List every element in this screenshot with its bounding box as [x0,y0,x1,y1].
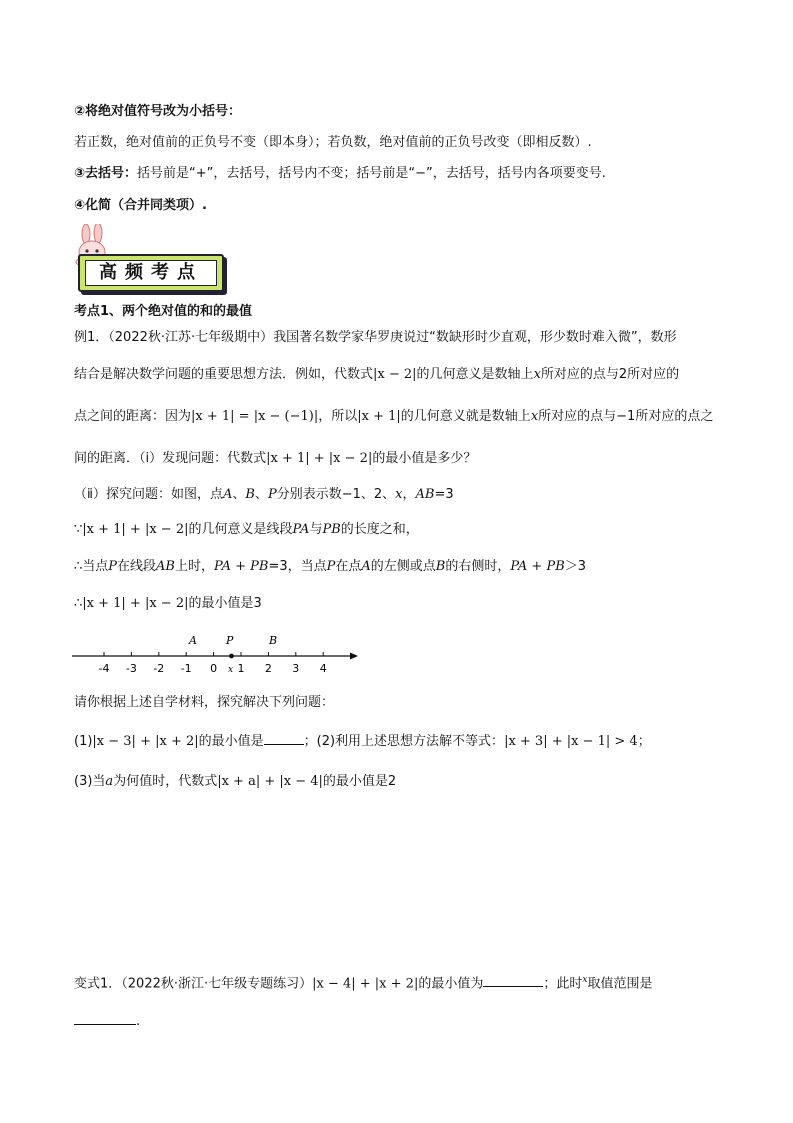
text: 的最小值是 [198,734,264,749]
tick-label: -2 [153,662,165,675]
step4-title: ④化简（合并同类项）. [74,198,207,213]
variable: AB [415,487,435,502]
step2-title-text: ②将绝对值符号改为小括号： [74,104,242,119]
text: ；(2)利用上述思想方法解不等式： [303,734,505,749]
abs-expression: |x − 3| + |x + 2| [92,734,199,749]
step2-text: 若正数，绝对值前的正负号不变（即本身）；若负数，绝对值前的正负号改变（即相反数）. [74,135,592,150]
abs-expression: |x + 1| + |x − 2| [266,451,373,466]
tick-label: -1 [180,662,192,675]
variable: PA [292,522,310,537]
text: 的几何意义是线段 [188,522,293,537]
text: 点之间的距离：因为 [74,409,192,424]
variable: PA + PB [214,559,269,574]
text: 所对应的点与2所对应的 [540,367,680,382]
text: 为何值时，代数式 [113,774,218,789]
point-p-dot [229,654,234,659]
text: ∵ [74,522,83,537]
variable: PA + PB [510,559,565,574]
text: 取值范围是 [587,976,653,992]
example1-line4 [74,449,476,469]
variable: x [533,367,541,382]
variable: A [222,487,233,502]
example1-line3 [74,407,713,427]
text: 的最小值是3 [188,596,262,611]
text: 的几何意义就是数轴上 [400,409,531,424]
text: ，所以 [318,409,358,424]
text: 与 [309,522,323,537]
answer-blank[interactable] [264,730,304,745]
variable: x [395,487,403,502]
variable: A [361,559,371,574]
question-3 [74,772,396,792]
tick-label: -3 [125,662,137,675]
text: 上时， [175,559,215,574]
step3-title: ③去括号： [74,166,138,181]
text: 所对应的点与−1所对应的点之 [538,409,714,424]
questions-intro: 请你根据上述自学材料，探究解决下列问题： [74,695,335,710]
abs-expression: |x + 1| [357,409,401,424]
variable: P [267,487,277,502]
step3-text: 括号前是“+”，去括号，括号内不变；括号前是“−”，去括号，括号内各项要变号. [137,166,606,181]
text: 的长度之和， [340,522,419,537]
text: 在点 [335,559,362,574]
variant1-line1 [74,970,652,994]
badge-frame [78,254,224,292]
abs-expression: |x − 4| + |x + 2| [312,976,419,992]
text: 、 [254,487,268,502]
variable: P [326,559,336,574]
text: ， [402,487,416,502]
text: 间的距离．（ⅰ）发现问题：代数式 [74,451,267,466]
abs-expression: |x − 2| [373,367,417,382]
example1-line2 [74,365,679,385]
answer-blank-range[interactable] [74,1010,136,1025]
text: . [136,1014,141,1029]
text: ∴当点 [74,559,109,574]
variable: x [582,975,588,985]
text: 、 [232,487,246,502]
answer-blank-min[interactable] [483,972,543,987]
example1-line5 [74,485,454,505]
question-1-2 [74,730,651,752]
point-x-label: x [228,665,234,675]
text: (3)当 [74,774,106,789]
tick-label: 4 [319,662,327,675]
text: 变式1．（2022秋·浙江·七年级专题练习） [74,976,313,992]
text: 的最小值是2 [322,774,397,789]
text: 分别表示数−1、2、 [276,487,396,502]
text: 在线段 [117,559,157,574]
abs-expression: |x + a| + |x − 4| [217,774,323,789]
text: =3，当点 [268,559,327,574]
tick-label: 1 [237,662,245,675]
abs-inequality: |x + 3| + |x − 1| > 4 [504,734,638,749]
abs-expression: |x + 1| = |x − (−1)| [191,409,319,424]
point-b-label: B [269,634,278,647]
step3-line [74,164,606,184]
text: 的最小值为 [418,976,484,992]
abs-expression: |x + 1| + |x − 2| [82,522,189,537]
section-title: 考点1、两个绝对值的和的最值 [74,304,253,319]
tick-label: 0 [210,662,218,675]
step2-title [74,102,241,122]
text: 结合是解决数学问题的重要思想方法．例如，代数式 [74,367,374,382]
variable: AB [156,559,175,574]
text: ＞3 [564,559,587,574]
text: =3 [434,487,454,502]
number-line [68,628,368,678]
point-a-label: A [189,634,197,647]
tick-label: -4 [98,662,110,675]
number-line-arrow [350,653,358,660]
tick-label: 3 [292,662,300,675]
point-p-label: P [226,634,234,647]
variable: x [530,409,539,424]
text: （ⅱ）探究问题：如图，点 [74,487,223,502]
text: 的右侧时， [445,559,511,574]
variable: B [245,487,255,502]
example1-line6 [74,520,419,540]
example1-line8 [74,594,262,614]
text: 的最小值是多少？ [372,451,477,466]
abs-expression: |x + 1| + |x − 2| [82,596,189,611]
high-frequency-badge [72,224,224,296]
example1-line1: 例1．（2022秋·江苏·七年级期中）我国著名数学家华罗庚说过“数缺形时少直观，形少数时难入微”，数形 [74,330,677,345]
variable: PB [322,522,341,537]
variable: a [105,774,114,789]
tick-label: 2 [264,662,272,675]
variable: P [108,559,118,574]
text: 的左侧或点 [370,559,436,574]
variable: B [435,559,446,574]
text: ； [637,734,651,749]
text: ∴ [74,596,83,611]
badge-label: 高频考点 [85,260,217,286]
text: (1) [74,734,93,749]
text: ；此时 [543,976,583,992]
example1-line7 [74,557,586,577]
variant1-line2 [74,1010,140,1032]
text: 的几何意义是数轴上 [416,367,534,382]
